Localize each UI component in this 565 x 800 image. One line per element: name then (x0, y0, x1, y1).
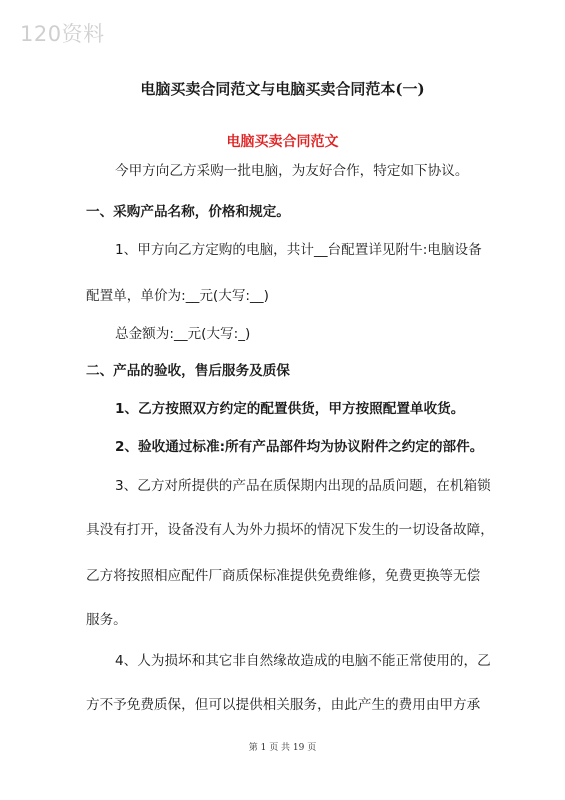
total-amount-line: 总金额为:__元(大写:_) (115, 326, 251, 342)
clause-2-3: 3、乙方对所提供的产品在质保期内出现的品质问题，在机箱锁 (115, 478, 491, 494)
clause-2-4: 4、人为损坏和其它非自然缘故造成的电脑不能正常使用的，乙 (115, 653, 491, 669)
section-heading-2: 二、产品的验收，售后服务及质保 (86, 363, 290, 379)
clause-1-1-cont: 配置单，单价为:__元(大写:__) (86, 288, 269, 304)
clause-2-4-cont: 方不予免费质保，但可以提供相关服务，由此产生的费用由甲方承 (86, 697, 481, 713)
clause-2-3-cont-1: 具没有打开，设备没有人为外力损坏的情况下发生的一切设备故障， (86, 522, 494, 538)
page-number-footer: 第 1 页 共 19 页 (248, 743, 317, 753)
watermark-text: 120资料 (20, 22, 105, 46)
clause-2-2: 2、验收通过标准:所有产品部件均为协议附件之约定的部件。 (115, 439, 484, 455)
clause-2-3-cont-2: 乙方将按照相应配件厂商质保标准提供免费维修，免费更换等无偿 (86, 568, 481, 584)
document-subtitle: 电脑买卖合同范文 (226, 134, 339, 150)
clause-2-1: 1、乙方按照双方约定的配置供货，甲方按照配置单收货。 (115, 401, 465, 417)
document-title: 电脑买卖合同范文与电脑买卖合同范本(一) (140, 80, 425, 98)
intro-paragraph: 今甲方向乙方采购一批电脑，为友好合作，特定如下协议。 (115, 163, 469, 179)
section-heading-1: 一、采购产品名称，价格和规定。 (86, 204, 290, 220)
clause-1-1: 1、甲方向乙方定购的电脑，共计__台配置详见附牛:电脑设备 (115, 242, 482, 258)
clause-2-3-cont-3: 服务。 (86, 612, 127, 628)
